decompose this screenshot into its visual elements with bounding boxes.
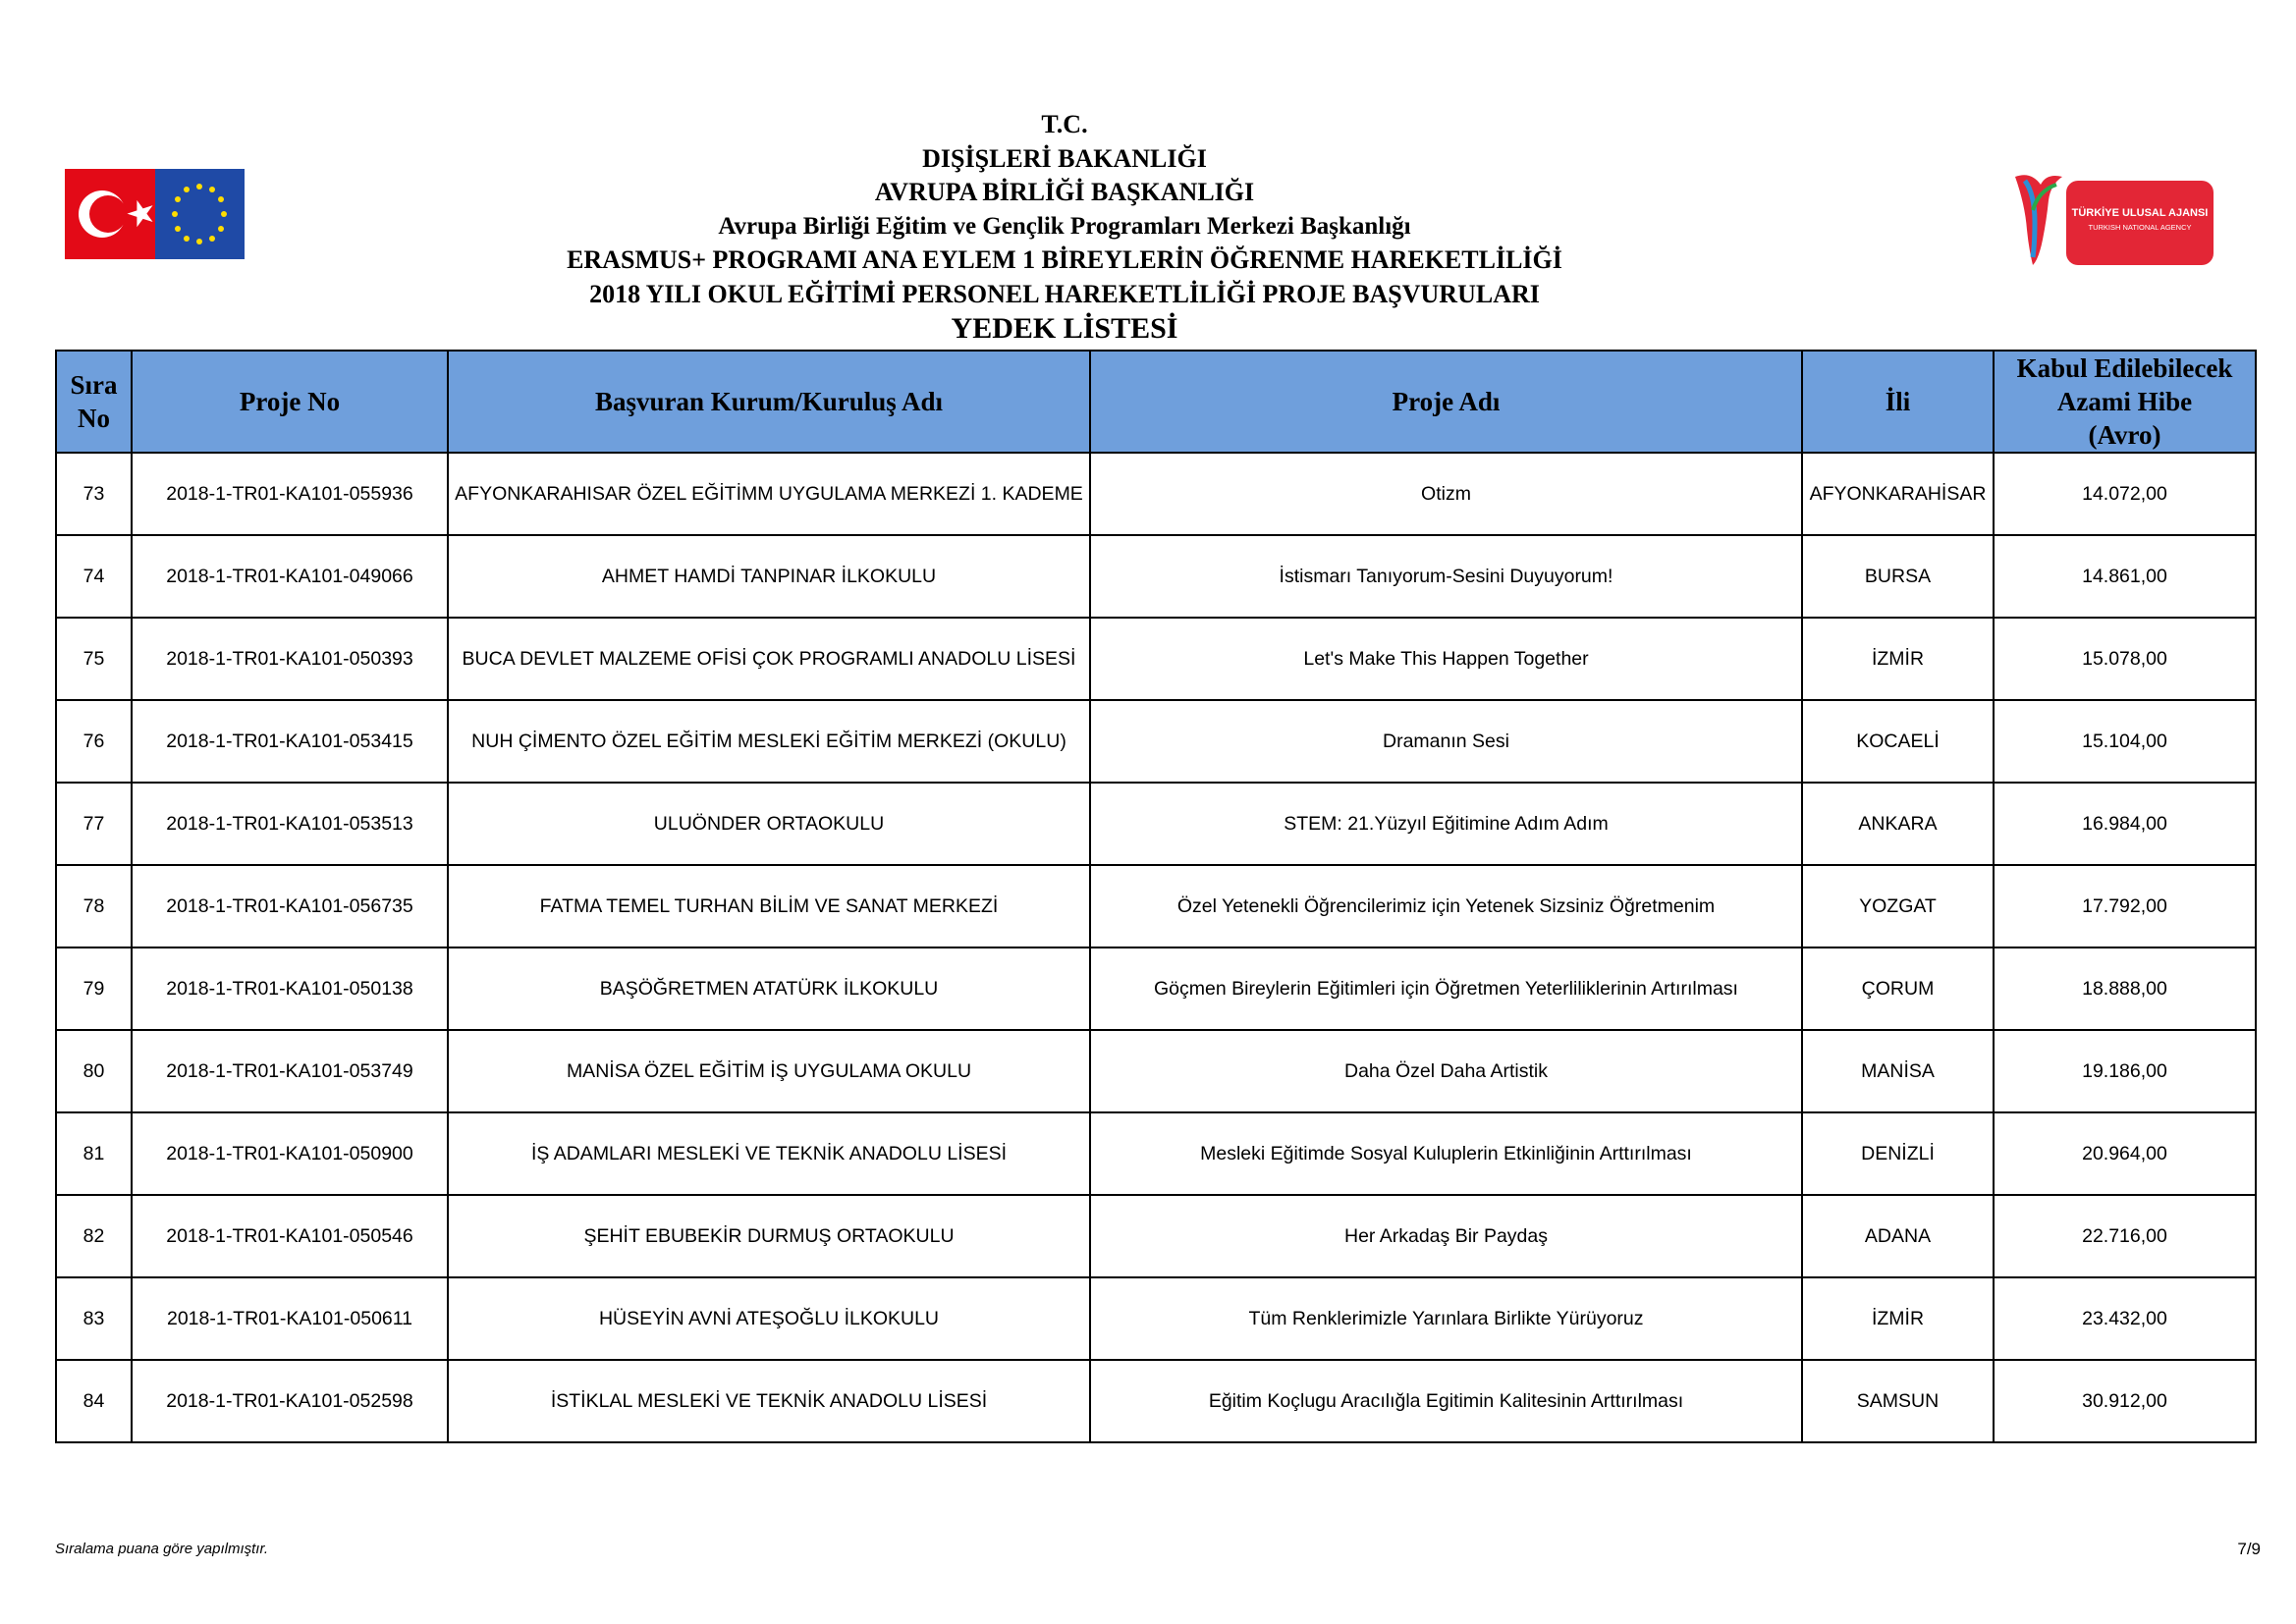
cell-proje-adi: Otizm: [1090, 453, 1802, 535]
cell-kurum: ŞEHİT EBUBEKİR DURMUŞ ORTAOKULU: [448, 1195, 1090, 1277]
cell-kurum: AFYONKARAHISAR ÖZEL EĞİTİMM UYGULAMA MERKEZİ 1. KADEME: [448, 453, 1090, 535]
cell-kurum: FATMA TEMEL TURHAN BİLİM VE SANAT MERKEZİ: [448, 865, 1090, 947]
header-line-directorate: AVRUPA BİRLİĞİ BAŞKANLIĞI: [874, 178, 1255, 206]
cell-proje-no: 2018-1-TR01-KA101-050138: [132, 947, 448, 1030]
table-row: [56, 947, 2256, 1030]
cell-proje-no: 2018-1-TR01-KA101-056735: [132, 865, 448, 947]
cell-kurum: İSTİKLAL MESLEKİ VE TEKNİK ANADOLU LİSESİ: [448, 1360, 1090, 1442]
cell-proje-adi: Dramanın Sesi: [1090, 700, 1802, 783]
cell-sira: 73: [56, 453, 132, 535]
cell-proje-no: 2018-1-TR01-KA101-052598: [132, 1360, 448, 1442]
cell-sira: 78: [56, 865, 132, 947]
cell-hibe: 14.861,00: [1994, 535, 2256, 618]
col-header-proje-no: Proje No: [132, 351, 448, 453]
reserve-list-table: [55, 350, 2257, 1443]
cell-sira: 79: [56, 947, 132, 1030]
header-line-center: Avrupa Birliği Eğitim ve Gençlik Programları Merkezi Başkanlığı: [718, 212, 1411, 240]
cell-sira: 76: [56, 700, 132, 783]
col-header-kurum: Başvuran Kurum/Kuruluş Adı: [448, 351, 1090, 453]
page-number: 7/9: [2237, 1540, 2261, 1558]
cell-kurum: ULUÖNDER ORTAOKULU: [448, 783, 1090, 865]
cell-sira: 84: [56, 1360, 132, 1442]
cell-ili: DENİZLİ: [1802, 1112, 1994, 1195]
col-header-hibe: Kabul Edilebilecek Azami Hibe (Avro): [1994, 351, 2256, 453]
table-row: [56, 453, 2256, 535]
cell-ili: KOCAELİ: [1802, 700, 1994, 783]
cell-hibe: 22.716,00: [1994, 1195, 2256, 1277]
cell-proje-no: 2018-1-TR01-KA101-050611: [132, 1277, 448, 1360]
header-line-tc: T.C.: [1041, 110, 1088, 138]
cell-hibe: 18.888,00: [1994, 947, 2256, 1030]
table-row: [56, 535, 2256, 618]
cell-ili: İZMİR: [1802, 618, 1994, 700]
cell-ili: YOZGAT: [1802, 865, 1994, 947]
cell-kurum: AHMET HAMDİ TANPINAR İLKOKULU: [448, 535, 1090, 618]
cell-proje-adi: Her Arkadaş Bir Paydaş: [1090, 1195, 1802, 1277]
document-header: [0, 108, 2129, 347]
cell-ili: ANKARA: [1802, 783, 1994, 865]
table-row: [56, 1195, 2256, 1277]
cell-proje-adi: Göçmen Bireylerin Eğitimleri için Öğretmen Yeterliliklerinin Artırılması: [1090, 947, 1802, 1030]
table-row: [56, 1360, 2256, 1442]
cell-sira: 74: [56, 535, 132, 618]
cell-proje-adi: Eğitim Koçlugu Aracılığla Egitimin Kalitesinin Arttırılması: [1090, 1360, 1802, 1442]
cell-ili: MANİSA: [1802, 1030, 1994, 1112]
col-header-proje-adi: Proje Adı: [1090, 351, 1802, 453]
cell-kurum: BAŞÖĞRETMEN ATATÜRK İLKOKULU: [448, 947, 1090, 1030]
col-header-sira: Sıra No: [56, 351, 132, 453]
cell-ili: İZMİR: [1802, 1277, 1994, 1360]
cell-hibe: 16.984,00: [1994, 783, 2256, 865]
cell-kurum: HÜSEYİN AVNİ ATEŞOĞLU İLKOKULU: [448, 1277, 1090, 1360]
cell-proje-no: 2018-1-TR01-KA101-053749: [132, 1030, 448, 1112]
cell-sira: 80: [56, 1030, 132, 1112]
cell-proje-adi: Özel Yetenekli Öğrencilerimiz için Yetenek Sizsiniz Öğretmenim: [1090, 865, 1802, 947]
cell-kurum: İŞ ADAMLARI MESLEKİ VE TEKNİK ANADOLU LİSESİ: [448, 1112, 1090, 1195]
cell-proje-no: 2018-1-TR01-KA101-049066: [132, 535, 448, 618]
cell-hibe: 30.912,00: [1994, 1360, 2256, 1442]
header-line-call: 2018 YILI OKUL EĞİTİMİ PERSONEL HAREKETLİLİĞİ PROJE BAŞVURULARI: [589, 279, 1540, 308]
cell-proje-no: 2018-1-TR01-KA101-050393: [132, 618, 448, 700]
cell-hibe: 15.078,00: [1994, 618, 2256, 700]
cell-proje-adi: Tüm Renklerimizle Yarınlara Birlikte Yürüyoruz: [1090, 1277, 1802, 1360]
cell-kurum: BUCA DEVLET MALZEME OFİSİ ÇOK PROGRAMLI ANADOLU LİSESİ: [448, 618, 1090, 700]
page-title: YEDEK LİSTESİ: [951, 312, 1178, 345]
cell-proje-no: 2018-1-TR01-KA101-050546: [132, 1195, 448, 1277]
cell-proje-adi: Mesleki Eğitimde Sosyal Kuluplerin Etkinliğinin Arttırılması: [1090, 1112, 1802, 1195]
agency-subtitle: TURKISH NATIONAL AGENCY: [2088, 223, 2192, 232]
cell-sira: 82: [56, 1195, 132, 1277]
cell-hibe: 19.186,00: [1994, 1030, 2256, 1112]
table-row: [56, 1112, 2256, 1195]
cell-proje-adi: Let's Make This Happen Together: [1090, 618, 1802, 700]
table-header-row: [56, 351, 2256, 453]
cell-proje-no: 2018-1-TR01-KA101-053415: [132, 700, 448, 783]
cell-sira: 75: [56, 618, 132, 700]
cell-kurum: MANİSA ÖZEL EĞİTİM İŞ UYGULAMA OKULU: [448, 1030, 1090, 1112]
table-row: [56, 700, 2256, 783]
cell-hibe: 17.792,00: [1994, 865, 2256, 947]
cell-ili: ÇORUM: [1802, 947, 1994, 1030]
table-row: [56, 783, 2256, 865]
agency-title: TÜRKİYE ULUSAL AJANSI: [2071, 207, 2209, 219]
header-line-ministry: DIŞİŞLERİ BAKANLIĞI: [922, 143, 1207, 173]
cell-ili: BURSA: [1802, 535, 1994, 618]
cell-proje-adi: Daha Özel Daha Artistik: [1090, 1030, 1802, 1112]
cell-proje-adi: STEM: 21.Yüzyıl Eğitimine Adım Adım: [1090, 783, 1802, 865]
footnote: Sıralama puana göre yapılmıştır.: [55, 1541, 269, 1557]
cell-hibe: 23.432,00: [1994, 1277, 2256, 1360]
header-line-programme: ERASMUS+ PROGRAMI ANA EYLEM 1 BİREYLERİN ÖĞRENME HAREKETLİLİĞİ: [567, 245, 1562, 274]
cell-ili: SAMSUN: [1802, 1360, 1994, 1442]
cell-ili: AFYONKARAHİSAR: [1802, 453, 1994, 535]
table-row: [56, 1277, 2256, 1360]
cell-sira: 77: [56, 783, 132, 865]
cell-sira: 83: [56, 1277, 132, 1360]
table-row: [56, 1030, 2256, 1112]
cell-hibe: 14.072,00: [1994, 453, 2256, 535]
cell-kurum: NUH ÇİMENTO ÖZEL EĞİTİM MESLEKİ EĞİTİM MERKEZİ (OKULU): [448, 700, 1090, 783]
table-row: [56, 865, 2256, 947]
cell-hibe: 20.964,00: [1994, 1112, 2256, 1195]
cell-proje-no: 2018-1-TR01-KA101-053513: [132, 783, 448, 865]
col-header-ili: İli: [1802, 351, 1994, 453]
cell-hibe: 15.104,00: [1994, 700, 2256, 783]
cell-ili: ADANA: [1802, 1195, 1994, 1277]
cell-proje-no: 2018-1-TR01-KA101-050900: [132, 1112, 448, 1195]
cell-sira: 81: [56, 1112, 132, 1195]
cell-proje-no: 2018-1-TR01-KA101-055936: [132, 453, 448, 535]
cell-proje-adi: İstismarı Tanıyorum-Sesini Duyuyorum!: [1090, 535, 1802, 618]
table-row: [56, 618, 2256, 700]
